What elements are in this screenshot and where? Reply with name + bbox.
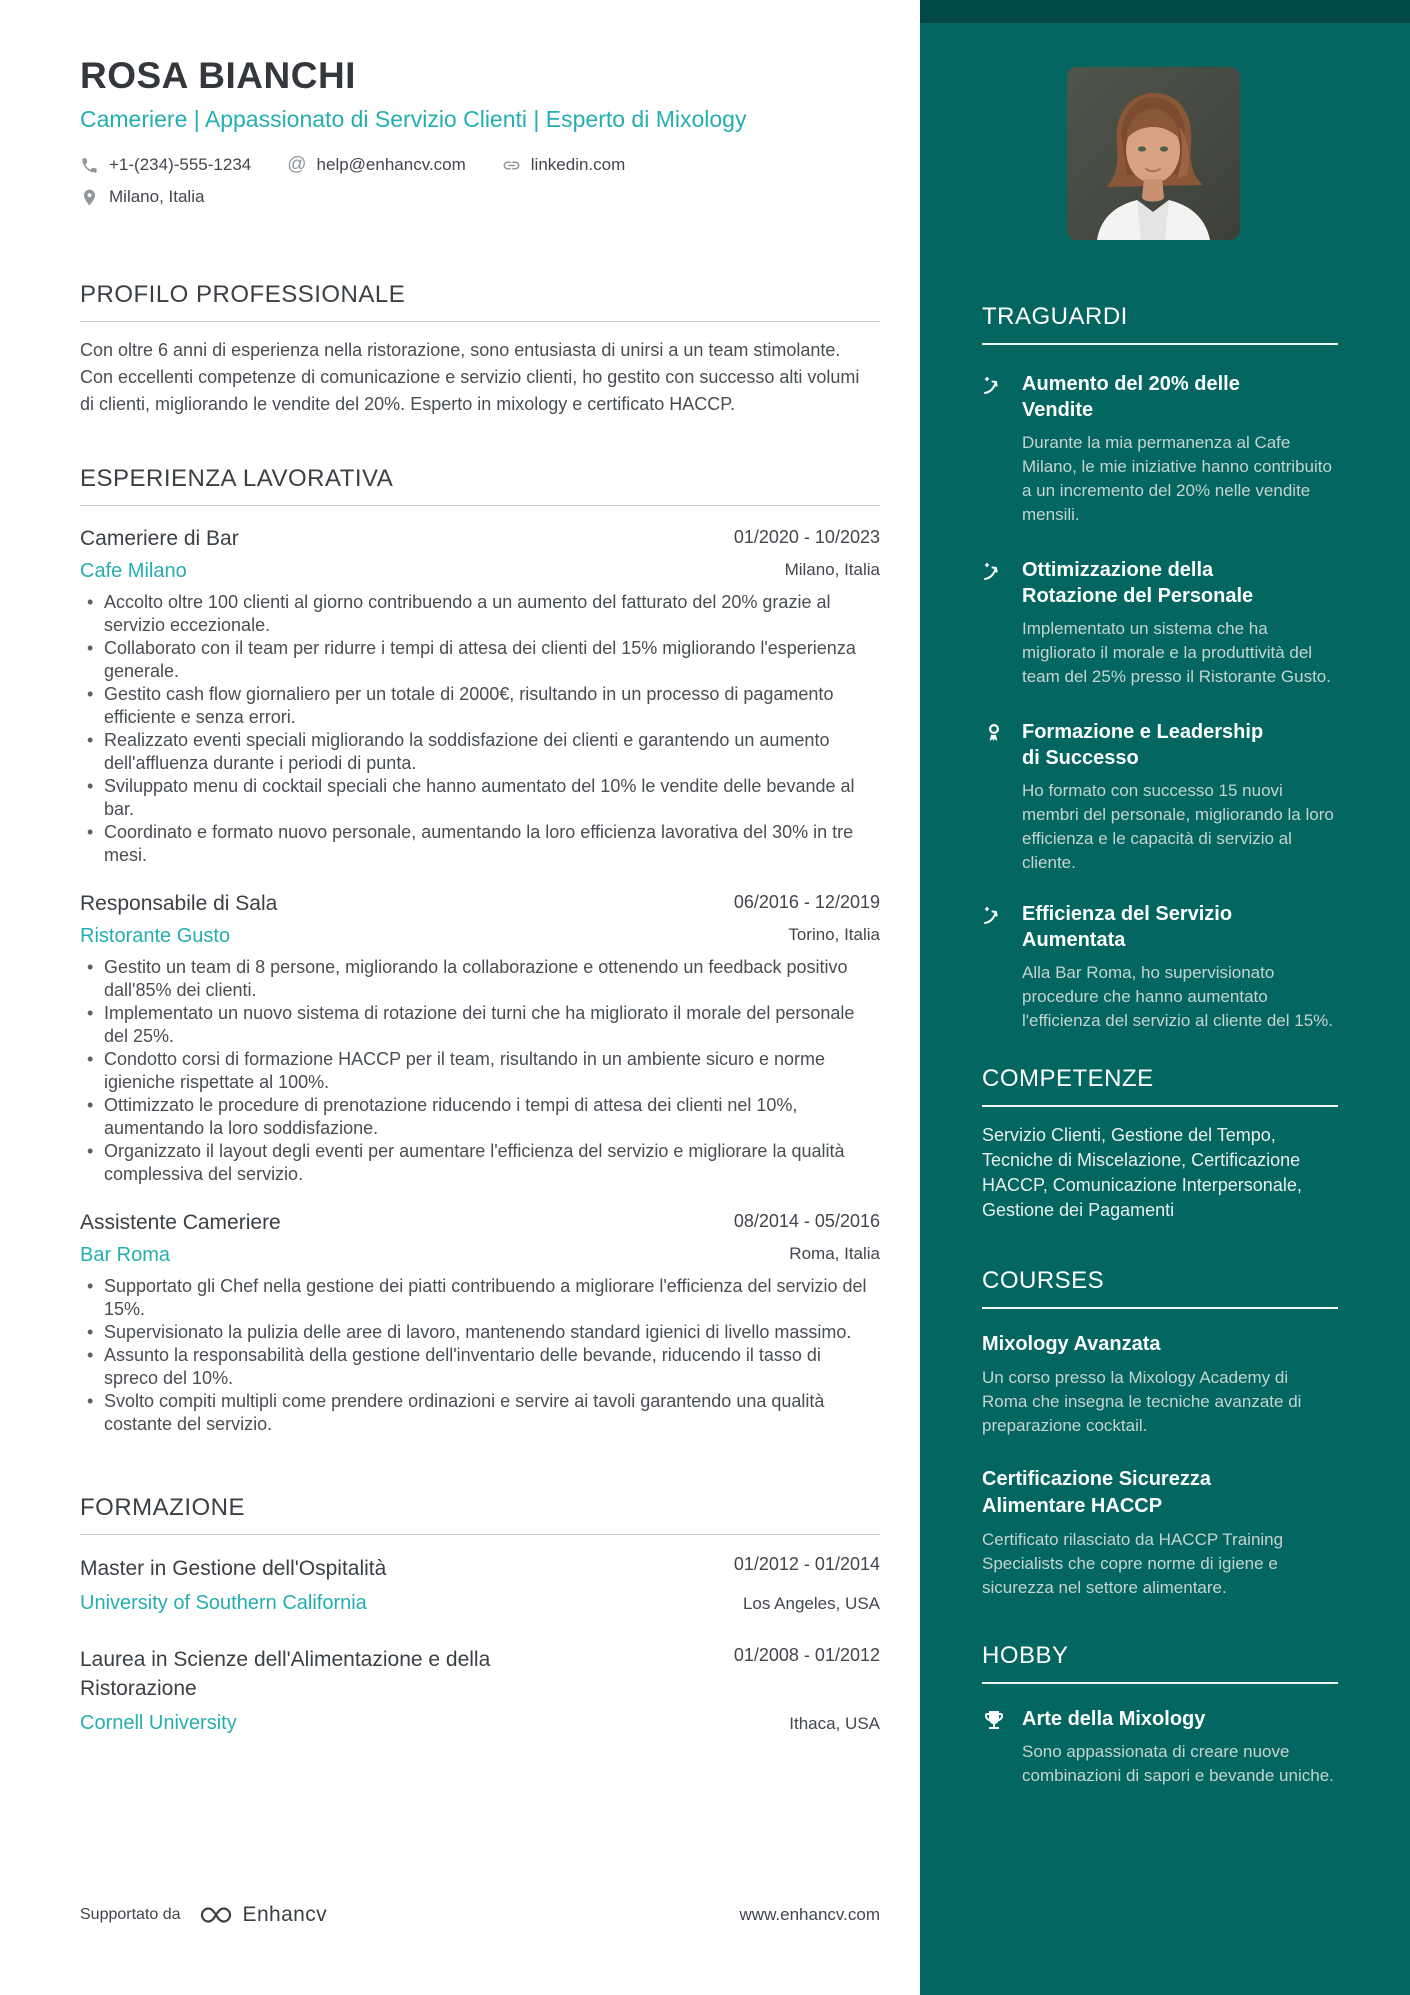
achievement-item (982, 719, 1338, 875)
achievement-item (982, 371, 1338, 527)
trophy-icon (982, 1708, 1006, 1732)
achievement-item (982, 557, 1338, 689)
location-row (80, 187, 880, 207)
profile-photo (1067, 67, 1240, 240)
bullet-item: • Supervisionato la pulizia delle aree di lavoro, mantenendo standard igienici di livello massimo. (80, 1321, 870, 1344)
bullet-item: • Ottimizzato le procedure di prenotazione riducendo i tempi di attesa dei clienti nel 10%, aumentando la loro soddisfazione. (80, 1094, 870, 1140)
achievement-title: Aumento del 20% delle Vendite (1022, 373, 1240, 421)
sidebar (920, 0, 1410, 1995)
hobby-title: Arte della Mixology (1022, 1708, 1206, 1730)
job-title: Responsabile di Sala (80, 892, 278, 915)
school-name: Cornell University (80, 1712, 237, 1734)
bullet-item: • Supportato gli Chef nella gestione dei piatti contribuendo a migliorare l'efficienza del servizio del 15%. (80, 1275, 870, 1321)
job-bullet-list (80, 1275, 880, 1436)
location-text: Milano, Italia (109, 187, 205, 206)
job-bullet-list (80, 591, 880, 867)
achievement-text: Alla Bar Roma, ho supervisionato procedure che hanno aumentato l'efficienza del servizio al cliente del 15%. (1022, 963, 1333, 1030)
achievement-text: Ho formato con successo 15 nuovi membri del personale, migliorando la loro efficienza e le capacità di servizio al cliente. (1022, 781, 1334, 872)
trend-arrow-icon (982, 559, 1006, 583)
job-dates: 06/2016 - 12/2019 (733, 892, 880, 912)
candidate-title: Cameriere | Appassionato di Servizio Clienti | Esperto di Mixology (80, 106, 747, 132)
course-text: Certificato rilasciato da HACCP Training Specialists che copre norme di igiene e sicurezza nel settore alimentare. (982, 1530, 1284, 1597)
profile-heading: PROFILO PROFESSIONALE (80, 281, 880, 322)
trend-arrow-icon (982, 373, 1006, 397)
achievement-title: Formazione e Leadership di Successo (1022, 721, 1264, 769)
job-entry (80, 1211, 880, 1436)
experience-section (80, 465, 880, 1436)
contact-row (80, 154, 880, 176)
experience-heading: ESPERIENZA LAVORATIVA (80, 465, 880, 506)
course-item (982, 1466, 1338, 1600)
degree-title: Master in Gestione dell'Ospitalità (80, 1557, 387, 1580)
candidate-name: ROSA BIANCHI (80, 55, 356, 96)
education-heading: FORMAZIONE (80, 1494, 880, 1535)
achievement-text: Durante la mia permanenza al Cafe Milano, le mie iniziative hanno contribuito a un incremento del 20% nelle vendite mensili. (1022, 433, 1332, 524)
location-pin-icon (80, 188, 99, 207)
powered-by-label: Supportato da (80, 1906, 181, 1923)
hobby-heading: HOBBY (982, 1642, 1338, 1684)
phone-icon (80, 156, 99, 175)
footer (80, 1902, 880, 1928)
achievement-title: Efficienza del Servizio Aumentata (1022, 903, 1233, 951)
school-location: Ithaca, USA (789, 1714, 880, 1733)
bullet-item: • Condotto corsi di formazione HACCP per il team, risultando in un ambiente sicuro e norme igieniche rispettate al 100%. (80, 1048, 870, 1094)
job-dates: 08/2014 - 05/2016 (733, 1211, 880, 1231)
skills-heading: COMPETENZE (982, 1065, 1338, 1107)
bullet-item: • Organizzato il layout degli eventi per aumentare l'efficienza del servizio e migliorare la qualità complessiva del servizio. (80, 1140, 870, 1186)
job-entry (80, 527, 880, 867)
education-entry (80, 1645, 880, 1735)
enhancv-logo-icon (197, 1902, 235, 1928)
bullet-item: • Accolto oltre 100 clienti al giorno contribuendo a un aumento del fatturato del 20% grazie al servizio eccezionale. (80, 591, 870, 637)
courses-heading: COURSES (982, 1267, 1338, 1309)
bullet-item: • Realizzato eventi speciali migliorando la soddisfazione dei clienti e garantendo un aumento dell'affluenza durante i periodi di punta. (80, 729, 870, 775)
education-dates: 01/2008 - 01/2012 (733, 1645, 880, 1665)
job-dates: 01/2020 - 10/2023 (733, 527, 880, 547)
job-company: Cafe Milano (80, 560, 187, 582)
bullet-item: • Implementato un nuovo sistema di rotazione dei turni che ha migliorato il morale del personale del 25%. (80, 1002, 870, 1048)
email-icon: @ (287, 154, 307, 175)
achievements-heading: TRAGUARDI (982, 303, 1338, 345)
hobby-item (982, 1706, 1338, 1788)
achievement-title: Ottimizzazione della Rotazione del Personale (1022, 559, 1254, 607)
bullet-item: • Gestito cash flow giornaliero per un totale di 2000€, risultando in un processo di pagamento efficiente e senza errori. (80, 683, 870, 729)
bullet-item: • Sviluppato menu di cocktail speciali che hanno aumentato del 10% le vendite delle bevande al bar. (80, 775, 870, 821)
course-title: Mixology Avanzata (982, 1333, 1161, 1355)
link-icon (502, 156, 521, 175)
course-title: Certificazione Sicurezza Alimentare HACCP (982, 1468, 1211, 1517)
achievement-text: Implementato un sistema che ha migliorato il morale e la produttività del team del 25% presso il Ristorante Gusto. (1022, 619, 1331, 686)
bullet-item: • Coordinato e formato nuovo personale, aumentando la loro efficienza lavorativa del 30% in tre mesi. (80, 821, 870, 867)
degree-title: Laurea in Scienze dell'Alimentazione e della Ristorazione (80, 1648, 491, 1700)
bullet-item: • Svolto compiti multipli come prendere ordinazioni e servire ai tavoli garantendo una qualità costante del servizio. (80, 1390, 870, 1436)
job-bullet-list (80, 956, 880, 1186)
footer-url[interactable]: www.enhancv.com (739, 1905, 880, 1924)
achievement-item (982, 901, 1338, 1033)
job-company: Ristorante Gusto (80, 925, 231, 947)
school-name: University of Southern California (80, 1592, 367, 1614)
sidebar-top-band (920, 0, 1410, 23)
enhancv-brand-name: Enhancv (242, 1903, 328, 1926)
bullet-item: • Gestito un team di 8 persone, migliorando la collaborazione e ottenendo un feedback positivo dall'85% dei clienti. (80, 956, 870, 1002)
course-item (982, 1331, 1338, 1438)
email-address[interactable]: help@enhancv.com (316, 155, 466, 174)
education-dates: 01/2012 - 01/2014 (733, 1554, 880, 1574)
job-entry (80, 892, 880, 1186)
job-location: Milano, Italia (784, 560, 880, 579)
course-text: Un corso presso la Mixology Academy di Roma che insegna le tecniche avanzate di preparazione cocktail. (982, 1368, 1302, 1435)
linkedin-link[interactable]: linkedin.com (530, 155, 626, 174)
bullet-item: • Collaborato con il team per ridurre i tempi di attesa dei clienti del 15% migliorando l'esperienza generale. (80, 637, 870, 683)
profile-text: Con oltre 6 anni di esperienza nella ristorazione, sono entusiasta di unirsi a un team stimolante. Con eccellenti competenze di comunicazione e servizio clienti, ho gestito con successo alti volumi di clienti, migliorando le vendite del 20%. Esperto in mixology e certificato HACCP. (80, 340, 860, 414)
school-location: Los Angeles, USA (742, 1594, 880, 1613)
job-location: Roma, Italia (789, 1244, 880, 1263)
education-section (80, 1494, 880, 1735)
profile-section (80, 281, 880, 418)
medal-icon (982, 721, 1006, 745)
skills-text: Servizio Clienti, Gestione del Tempo, Tecniche di Miscelazione, Certificazione HACCP, Comunicazione Interpersonale, Gestione dei Pagamenti (982, 1125, 1302, 1220)
job-title: Assistente Cameriere (80, 1211, 281, 1234)
phone-number: +1-(234)-555-1234 (109, 155, 252, 174)
job-location: Torino, Italia (788, 925, 880, 944)
education-entry (80, 1554, 880, 1615)
trend-arrow-icon (982, 903, 1006, 927)
hobby-text: Sono appassionata di creare nuove combinazioni di sapori e bevande uniche. (1022, 1742, 1334, 1785)
bullet-item: • Assunto la responsabilità della gestione dell'inventario delle bevande, riducendo il tasso di spreco del 10%. (80, 1344, 870, 1390)
job-company: Bar Roma (80, 1244, 171, 1266)
job-title: Cameriere di Bar (80, 527, 239, 550)
